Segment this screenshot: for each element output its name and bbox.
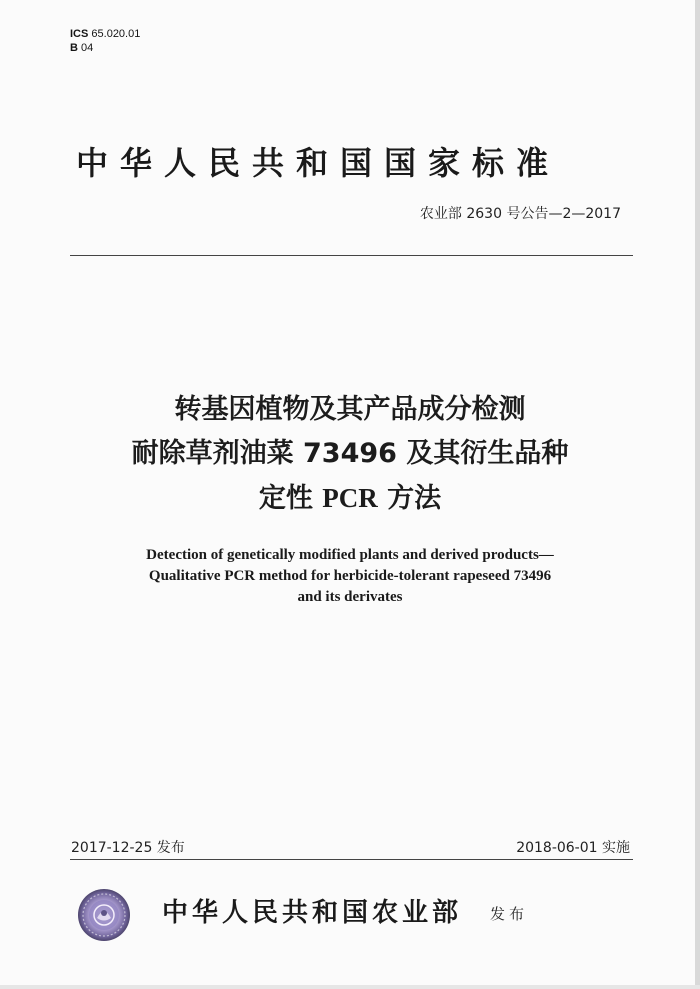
issuer-suffix: 发布 [490, 905, 529, 923]
chinese-title [0, 388, 700, 521]
chinese-title-line-2: 耐除草剂油菜 73496 及其衍生品种 [131, 438, 569, 469]
chinese-title-line-3 [0, 476, 700, 521]
issuer-name: 中华人民共和国农业部 [162, 898, 463, 928]
ics-line [70, 27, 140, 41]
chinese-title-line-1: 转基因植物及其产品成分检测 [174, 394, 526, 425]
issue-date: 2017-12-25 发布 [71, 840, 185, 856]
top-divider [70, 255, 633, 256]
ics-code: 65.020.01 [91, 28, 141, 40]
english-title-line-1: Detection of genetically modified plants and derived products— [146, 547, 554, 563]
standard-number: 农业部 2630 号公告—2—2017 [419, 206, 621, 222]
chinese-title-line-3-latin: PCR [322, 483, 378, 513]
ccs-label: B [70, 42, 78, 54]
english-title [0, 545, 700, 608]
hologram-seal-icon [77, 888, 131, 942]
ccs-code: 04 [81, 42, 94, 54]
ics-label: ICS [70, 28, 89, 40]
ccs-line [70, 41, 140, 55]
scan-edge-bottom [0, 985, 700, 989]
national-standard-title: 中华人民共和国国家标准 [76, 144, 561, 182]
chinese-title-line-3-suffix: 方法 [377, 483, 442, 514]
chinese-title-line-3-prefix: 定性 [258, 483, 323, 514]
english-title-line-2: Qualitative PCR method for herbicide-tolerant rapeseed 73496 [148, 568, 552, 584]
english-title-line-3: and its derivates [297, 589, 403, 605]
implementation-date: 2018-06-01 实施 [516, 840, 630, 856]
bottom-divider [70, 859, 633, 860]
classification-block [70, 27, 140, 55]
